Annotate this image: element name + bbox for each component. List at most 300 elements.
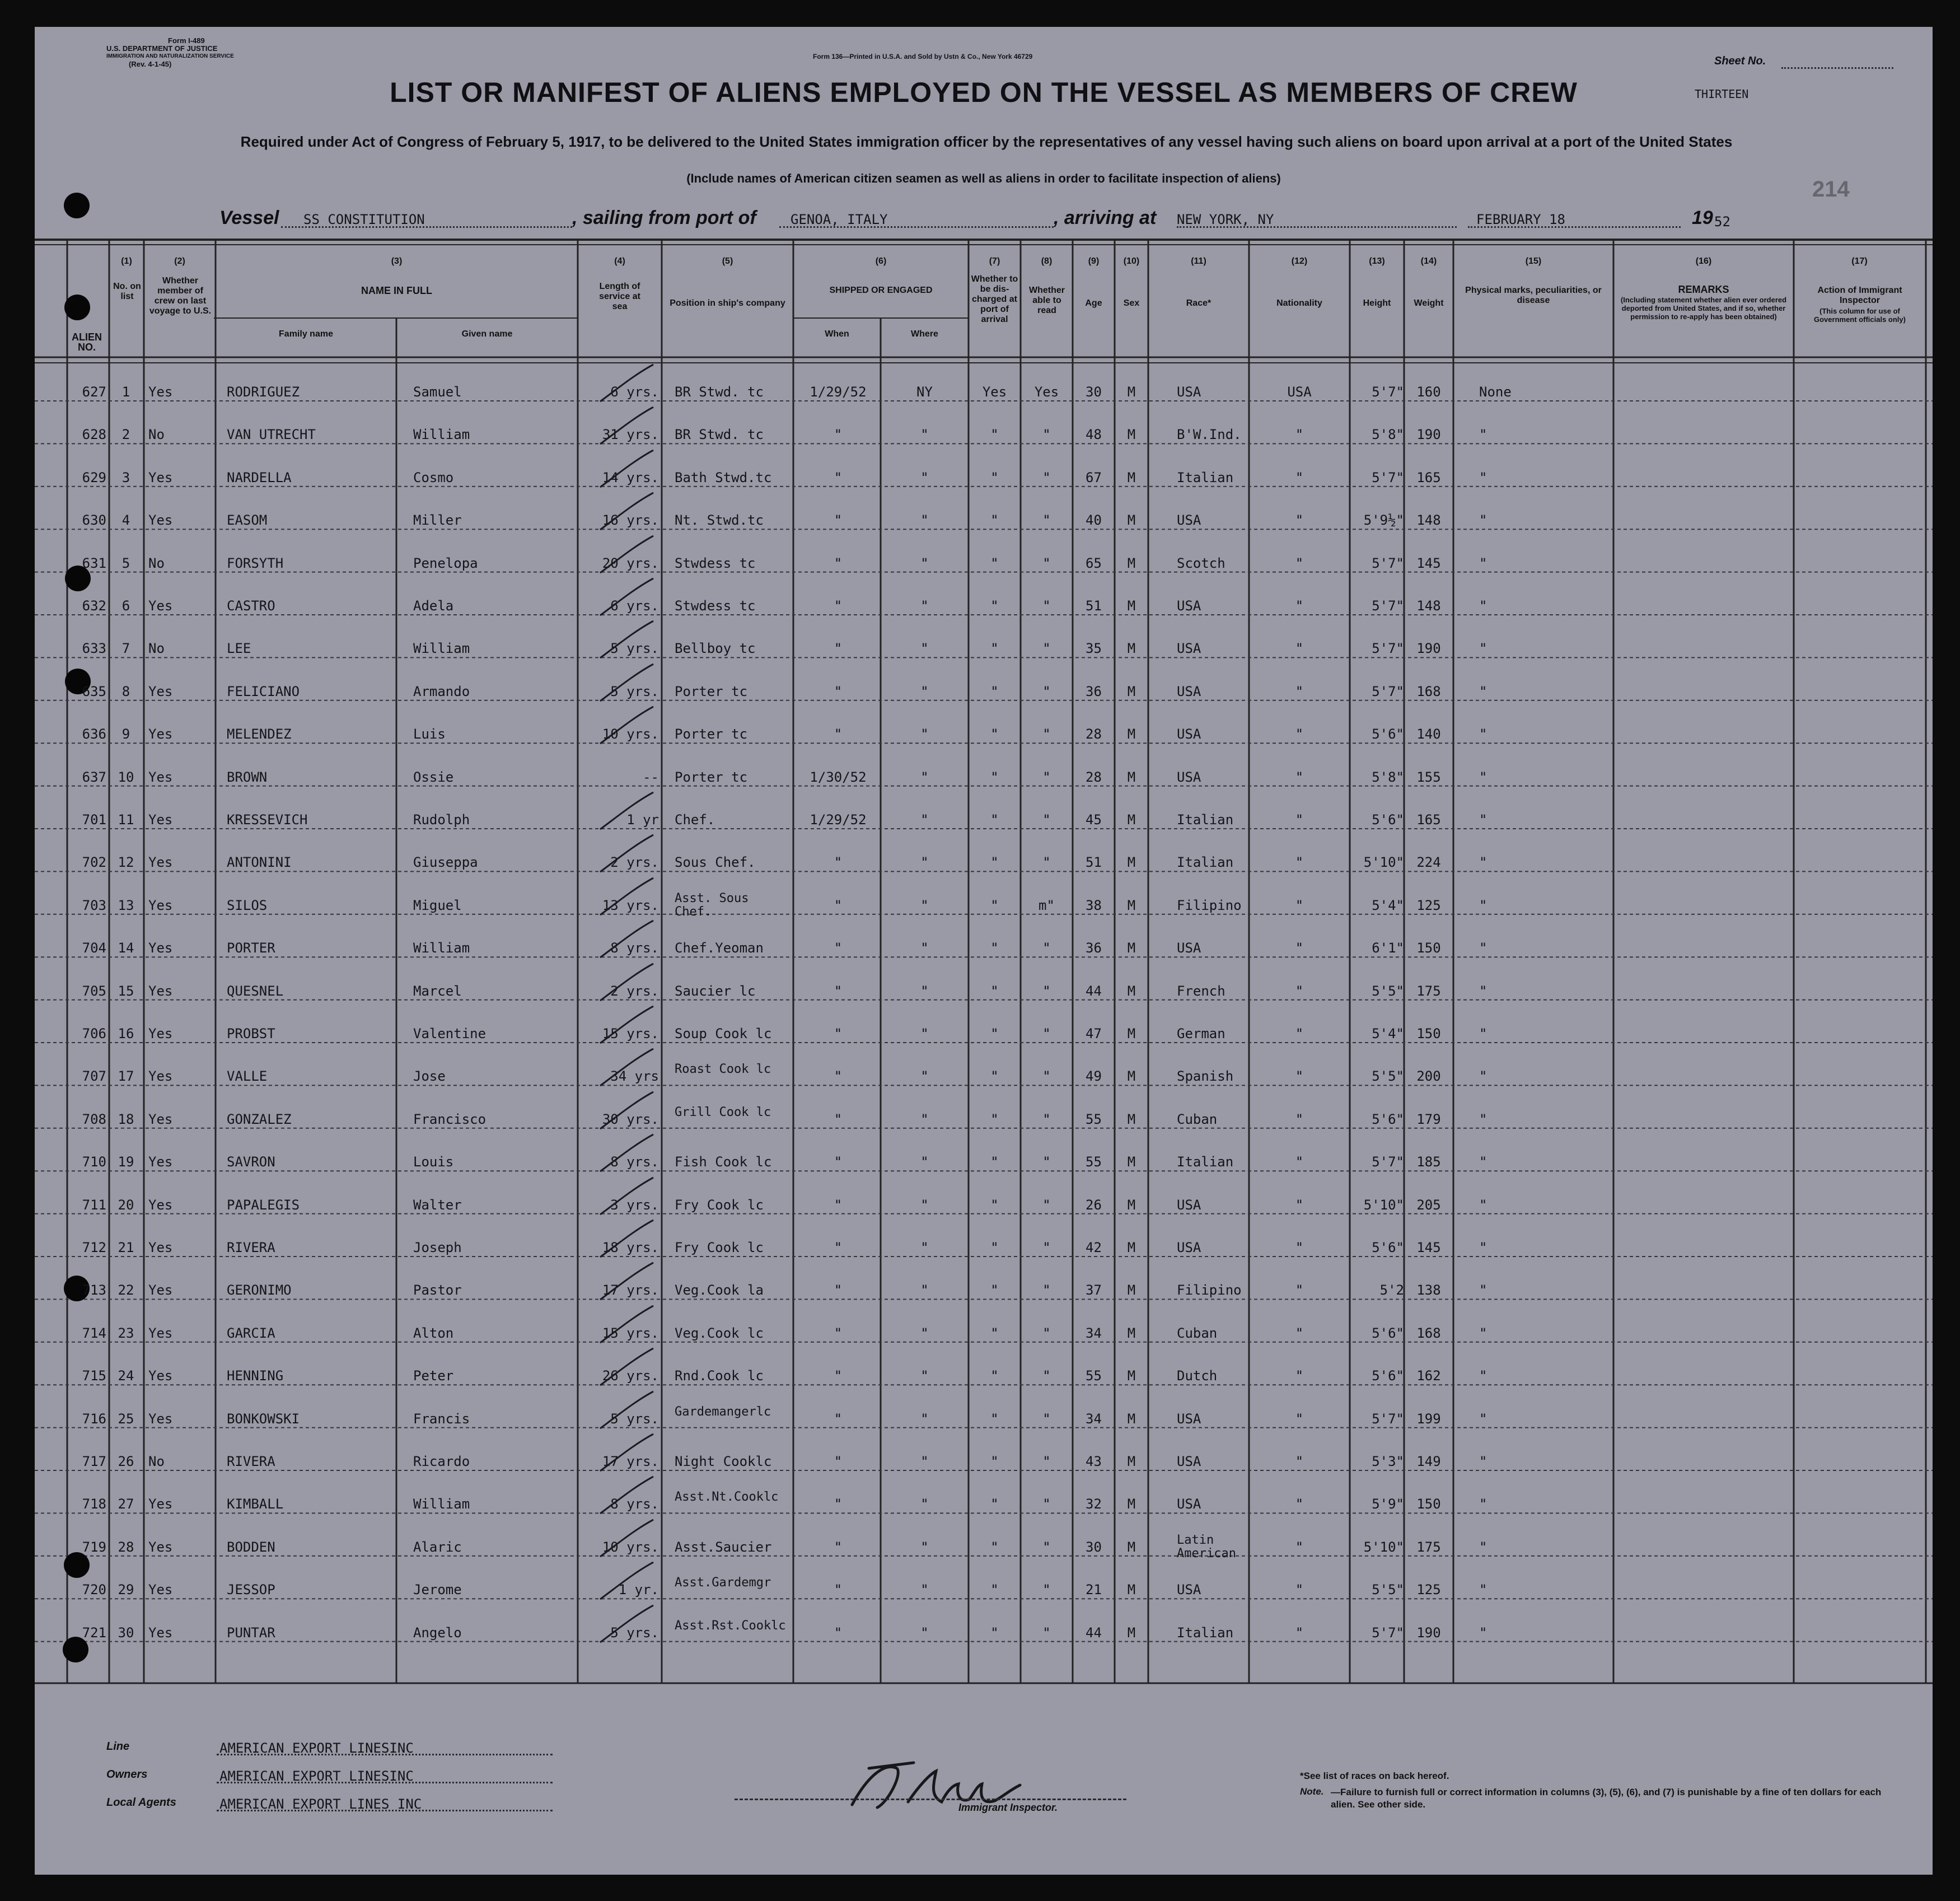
check-mark-icon [595,618,656,662]
cell-given-name: Luis [413,726,446,742]
cell-sex: M [1127,1454,1136,1469]
cell-sex: M [1127,512,1136,529]
cell-member: Yes [148,1496,173,1512]
cell-no-on-list: 21 [118,1240,134,1255]
cell-given-name: Marcel [413,983,462,999]
cell-height: 5'5" [1372,1068,1404,1085]
cell-family-name: GARCIA [227,1325,275,1341]
punch-hole [64,193,90,218]
cell-position: Night Cooklc [675,1454,772,1469]
cell-member: Yes [148,1154,173,1170]
cell-age: 28 [1086,726,1102,742]
cell-alien-no: 628 [82,427,106,443]
cell-physical-marks: " [1479,641,1487,657]
cell-age: 65 [1086,555,1102,571]
cell-alien-no: 711 [82,1197,106,1213]
cell-service: 6 yrs. [610,598,659,614]
cell-discharged: " [990,812,999,828]
cell-when: " [834,897,843,913]
cell-sex: M [1127,1539,1136,1555]
cell-nationality: " [1295,1026,1304,1041]
cell-position: Fry Cook lc [675,1197,764,1213]
check-mark-icon [595,1516,656,1561]
cell-when: " [834,983,843,999]
cell-given-name: Miller [413,512,462,529]
cell-age: 45 [1086,812,1102,828]
cell-position: Fry Cook lc [675,1240,764,1255]
cell-sex: M [1127,1368,1136,1384]
cell-physical-marks: " [1479,1582,1487,1598]
cell-where: " [920,1325,929,1341]
cell-race: USA [1177,940,1201,956]
cell-where: " [920,641,929,657]
cell-height: 6'1" [1372,940,1404,956]
manifest-sheet [35,27,1933,1875]
cell-weight: 205 [1416,1197,1441,1213]
cell-discharged: " [990,555,999,571]
footer-owners-value: AMERICAN EXPORT LINESINC [219,1768,414,1784]
cell-nationality: " [1295,1068,1304,1085]
cell-sex: M [1127,1282,1136,1299]
cell-given-name: Valentine [413,1026,487,1041]
cell-position: Grill Cook lc [675,1105,771,1119]
cell-height: 5'7" [1372,1624,1404,1641]
cell-where: " [920,1282,929,1299]
cell-sex: M [1127,1410,1136,1427]
check-mark-icon [595,1431,656,1475]
cell-nationality: " [1295,469,1304,485]
cell-no-on-list: 1 [121,384,130,400]
col-num-14: (14) [1420,256,1437,266]
cell-age: 67 [1086,469,1102,485]
col-num-15: (15) [1525,256,1542,266]
cell-physical-marks: " [1479,1539,1487,1555]
cell-where: " [920,512,929,529]
cell-age: 26 [1086,1197,1102,1213]
cell-given-name: Joseph [413,1240,462,1255]
cell-physical-marks: " [1479,1068,1487,1085]
cell-age: 28 [1086,769,1102,785]
cell-member: Yes [148,1197,173,1213]
cell-alien-no: 633 [82,641,106,657]
cell-sex: M [1127,1068,1136,1085]
cell-service: 5 yrs. [610,641,659,657]
cell-sex: M [1127,812,1136,828]
cell-weight: 190 [1416,641,1441,657]
cell-able-read: " [1042,555,1051,571]
cell-given-name: William [413,427,470,443]
cell-nationality: " [1295,854,1304,871]
cell-when: " [834,598,843,614]
cell-no-on-list: 29 [118,1582,134,1598]
cell-service: 17 yrs. [602,1454,659,1469]
check-mark-icon [595,875,656,919]
cell-weight: 185 [1416,1154,1441,1170]
cell-alien-no: 637 [82,769,106,785]
cell-race: Scotch [1177,555,1225,571]
cell-able-read: " [1042,1368,1051,1384]
printer-note: Form 136—Printed in U.S.A. and Sold by Ustn & Co., New York 46729 [813,53,1033,60]
cell-height: 5'7" [1372,555,1404,571]
agency-name: U.S. DEPARTMENT OF JUSTICE [106,44,218,53]
cell-when: 1/30/52 [810,769,867,785]
cell-physical-marks: " [1479,769,1487,785]
cell-position: Sous Chef. [675,854,756,871]
cell-service: 15 yrs. [602,1325,659,1341]
cell-able-read: " [1042,940,1051,956]
cell-position: Asst. Sous Chef. [675,891,749,919]
cell-discharged: " [990,726,999,742]
cell-when: " [834,1282,843,1299]
cell-race: French [1177,983,1225,999]
cell-race: USA [1177,1496,1201,1512]
cell-sex: M [1127,384,1136,400]
cell-age: 44 [1086,1624,1102,1641]
col-sex: Sex [1123,298,1140,308]
cell-service: 26 yrs. [602,1368,659,1384]
cell-weight: 145 [1416,555,1441,571]
cell-when: " [834,726,843,742]
cell-sex: M [1127,1154,1136,1170]
cell-weight: 150 [1416,1496,1441,1512]
cell-discharged: " [990,641,999,657]
cell-alien-no: 701 [82,812,106,828]
cell-when: " [834,469,843,485]
sheet-number-line [1781,67,1893,69]
col-action: Action of Immigrant Inspector [1817,286,1902,305]
cell-height: 5'7" [1372,1410,1404,1427]
cell-sex: M [1127,1240,1136,1255]
cell-family-name: FELICIANO [227,683,300,699]
cell-when: " [834,1240,843,1255]
cell-race: USA [1177,384,1201,400]
cell-weight: 140 [1416,726,1441,742]
cell-sex: M [1127,683,1136,699]
cell-discharged: " [990,469,999,485]
sheet-number-label: Sheet No. [1714,55,1766,67]
col-num-4: (4) [614,256,625,266]
cell-alien-no: 708 [82,1111,106,1127]
cell-weight: 125 [1416,897,1441,913]
col-num-2: (2) [174,256,185,266]
cell-physical-marks: " [1479,469,1487,485]
cell-nationality: " [1295,1325,1304,1341]
cell-height: 5'9½" [1363,512,1404,529]
cell-when: " [834,1624,843,1641]
vessel-label: Vessel [219,207,279,228]
cell-no-on-list: 4 [121,512,130,529]
col-action-note: (This column for use of Government officials only) [1814,307,1906,324]
cell-member: Yes [148,1582,173,1598]
check-mark-icon [595,1559,656,1604]
cell-race: Italian [1177,854,1234,871]
cell-height: 5'4" [1372,1026,1404,1041]
cell-discharged: " [990,1068,999,1085]
cell-age: 55 [1086,1368,1102,1384]
cell-alien-no: 720 [82,1582,106,1598]
cell-given-name: Francisco [413,1111,487,1127]
cell-race: USA [1177,512,1201,529]
cell-member: Yes [148,683,173,699]
cell-able-read: " [1042,1240,1051,1255]
col-num-3: (3) [391,256,403,266]
cell-position: Asst.Gardemgr [675,1576,771,1590]
check-mark-icon [595,1388,656,1433]
cell-weight: 149 [1416,1454,1441,1469]
cell-family-name: SILOS [227,897,268,913]
cell-weight: 165 [1416,469,1441,485]
cell-race: USA [1177,641,1201,657]
check-mark-icon [595,1602,656,1647]
cell-when: 1/29/52 [810,384,867,400]
cell-position: Porter tc [675,683,748,699]
arriving-label: , arriving at [1054,207,1157,228]
cell-race: USA [1177,1410,1201,1427]
footer-line-value: AMERICAN EXPORT LINESINC [219,1740,414,1756]
cell-race: USA [1177,769,1201,785]
cell-alien-no: 721 [82,1624,106,1641]
cell-age: 51 [1086,854,1102,871]
cell-discharged: " [990,1624,999,1641]
cell-able-read: " [1042,1197,1051,1213]
cell-given-name: Penelopa [413,555,478,571]
cell-family-name: PROBST [227,1026,275,1041]
cell-alien-no: 707 [82,1068,106,1085]
cell-physical-marks: " [1479,1240,1487,1255]
cell-nationality: " [1295,726,1304,742]
cell-height: 5'8" [1372,427,1404,443]
page-title: LIST OR MANIFEST OF ALIENS EMPLOYED ON THE VESSEL AS MEMBERS OF CREW [390,77,1578,108]
cell-sex: M [1127,598,1136,614]
col-num-11: (11) [1191,256,1206,266]
vessel-value: SS CONSTITUTION [303,212,425,227]
cell-able-read: " [1042,1624,1051,1641]
cell-weight: 125 [1416,1582,1441,1598]
cell-weight: 150 [1416,940,1441,956]
cell-race: Italian [1177,1624,1234,1641]
cell-when: " [834,1197,843,1213]
cell-family-name: NARDELLA [227,469,292,485]
check-mark-icon [595,489,656,534]
cell-alien-no: 631 [82,555,106,571]
cell-where: " [920,1539,929,1555]
cell-when: " [834,1325,843,1341]
cell-given-name: Rudolph [413,812,470,828]
year-prefix: 19 [1692,207,1713,228]
cell-when: " [834,1539,843,1555]
cell-where: " [920,1197,929,1213]
cell-when: " [834,1026,843,1041]
check-mark-icon [595,1131,656,1176]
cell-given-name: Alton [413,1325,454,1341]
col-discharged: Whether to be dis-charged at port of arrival [971,274,1018,324]
cell-given-name: Alaric [413,1539,462,1555]
cell-physical-marks: " [1479,854,1487,871]
cell-weight: 175 [1416,983,1441,999]
cell-when: " [834,427,843,443]
cell-family-name: HENNING [227,1368,284,1384]
cell-age: 47 [1086,1026,1102,1041]
cell-age: 43 [1086,1454,1102,1469]
col-able-read: Whether able to read [1029,286,1065,315]
cell-age: 36 [1086,940,1102,956]
col-length-service: Length of service at sea [599,282,640,311]
cell-able-read: " [1042,1496,1051,1512]
cell-service: 10 yrs. [602,1539,659,1555]
cell-no-on-list: 2 [121,427,130,443]
cell-no-on-list: 24 [118,1368,134,1384]
cell-where: NY [916,384,933,400]
cell-no-on-list: 16 [118,1026,134,1041]
col-when: When [825,329,849,339]
cell-able-read: " [1042,641,1051,657]
cell-position: Stwdess tc [675,598,756,614]
cell-alien-no: 629 [82,469,106,485]
cell-height: 5'10" [1363,1539,1404,1555]
cell-position: Bath Stwd.tc [675,469,772,485]
cell-physical-marks: " [1479,1624,1487,1641]
cell-physical-marks: " [1479,940,1487,956]
cell-nationality: " [1295,1240,1304,1255]
cell-no-on-list: 9 [121,726,130,742]
col-num-17: (17) [1851,256,1868,266]
check-mark-icon [595,1473,656,1518]
cell-race: Cuban [1177,1111,1218,1127]
cell-age: 30 [1086,384,1102,400]
check-mark-icon [595,404,656,449]
cell-no-on-list: 7 [121,641,130,657]
cell-discharged: " [990,940,999,956]
cell-discharged: " [990,512,999,529]
cell-alien-no: 630 [82,512,106,529]
arriving-value: NEW YORK, NY [1177,212,1274,227]
cell-no-on-list: 28 [118,1539,134,1555]
date-value: FEBRUARY 18 [1476,212,1565,227]
cell-nationality: " [1295,1539,1304,1555]
agency-block [106,37,252,68]
cell-nationality: " [1295,555,1304,571]
cell-service: 2 yrs. [610,854,659,871]
cell-no-on-list: 18 [118,1111,134,1127]
cell-discharged: " [990,1582,999,1598]
cell-given-name: Angelo [413,1624,462,1641]
cell-sex: M [1127,726,1136,742]
cell-weight: 150 [1416,1026,1441,1041]
cell-position: Asst.Rst.Cooklc [675,1618,786,1633]
cell-able-read: " [1042,512,1051,529]
cell-position: Porter tc [675,769,748,785]
cell-age: 42 [1086,1240,1102,1255]
cell-sex: M [1127,1582,1136,1598]
cell-height: 5'7" [1372,1154,1404,1170]
footer-line-label: Line [106,1740,130,1753]
cell-able-read: " [1042,683,1051,699]
cell-no-on-list: 12 [118,854,134,871]
cell-family-name: CASTRO [227,598,275,614]
cell-member: Yes [148,1282,173,1299]
cell-given-name: Jerome [413,1582,462,1598]
cell-service: 14 yrs. [602,469,659,485]
cell-given-name: William [413,940,470,956]
cell-when: " [834,555,843,571]
cell-position: Nt. Stwd.tc [675,512,764,529]
cell-position: Veg.Cook lc [675,1325,764,1341]
cell-given-name: Ricardo [413,1454,470,1469]
cell-no-on-list: 8 [121,683,130,699]
cell-nationality: " [1295,940,1304,956]
cell-discharged: " [990,1026,999,1041]
col-remarks-note: (Including statement whether alien ever ordered deported from United States, and if so, whether permission to re-apply has been obtained) [1620,296,1787,321]
cell-race: Latin American [1177,1533,1236,1561]
cell-where: " [920,1496,929,1512]
cell-alien-no: 712 [82,1240,106,1255]
cell-service: 5 yrs. [610,1624,659,1641]
cell-position: Saucier lc [675,983,756,999]
col-num-13: (13) [1369,256,1385,266]
cell-able-read: " [1042,812,1051,828]
check-mark-icon [595,447,656,492]
cell-position: BR Stwd. tc [675,384,764,400]
cell-when: " [834,1582,843,1598]
cell-physical-marks: " [1479,1325,1487,1341]
col-where: Where [911,329,938,339]
cell-age: 38 [1086,897,1102,913]
col-num-8: (8) [1041,256,1052,266]
check-mark-icon [595,917,656,962]
cell-where: " [920,427,929,443]
cell-service: 15 yrs. [602,1026,659,1041]
punch-hole [64,295,90,320]
cell-family-name: BONKOWSKI [227,1410,300,1427]
sailing-label: , sailing from port of [572,207,756,228]
col-shipped-engaged: SHIPPED OR ENGAGED [829,286,933,295]
cell-age: 34 [1086,1325,1102,1341]
cell-given-name: Ossie [413,769,454,785]
cell-given-name: Francis [413,1410,470,1427]
cell-member: No [148,1454,165,1469]
cell-no-on-list: 14 [118,940,134,956]
inspector-label: Immigrant Inspector. [958,1802,1058,1813]
cell-nationality: " [1295,512,1304,529]
cell-nationality: " [1295,598,1304,614]
cell-discharged: " [990,1282,999,1299]
check-mark-icon [595,832,656,876]
cell-no-on-list: 15 [118,983,134,999]
cell-service: 2 yrs. [610,983,659,999]
cell-member: Yes [148,726,173,742]
cell-physical-marks: None [1479,384,1512,400]
cell-height: 5'10" [1363,854,1404,871]
cell-given-name: Samuel [413,384,462,400]
cell-service: -- [643,769,659,785]
cell-service: 10 yrs. [602,726,659,742]
cell-where: " [920,683,929,699]
cell-service: 20 yrs. [602,555,659,571]
cell-height: 5'4" [1372,897,1404,913]
cell-position: Soup Cook lc [675,1026,772,1041]
cell-weight: 148 [1416,512,1441,529]
cell-sex: M [1127,897,1136,913]
cell-weight: 138 [1416,1282,1441,1299]
cell-when: " [834,1111,843,1127]
page-stamp: 214 [1812,177,1850,202]
cell-age: 55 [1086,1154,1102,1170]
cell-physical-marks: " [1479,897,1487,913]
cell-able-read: " [1042,1068,1051,1085]
cell-sex: M [1127,1325,1136,1341]
cell-discharged: " [990,1197,999,1213]
cell-family-name: JESSOP [227,1582,275,1598]
